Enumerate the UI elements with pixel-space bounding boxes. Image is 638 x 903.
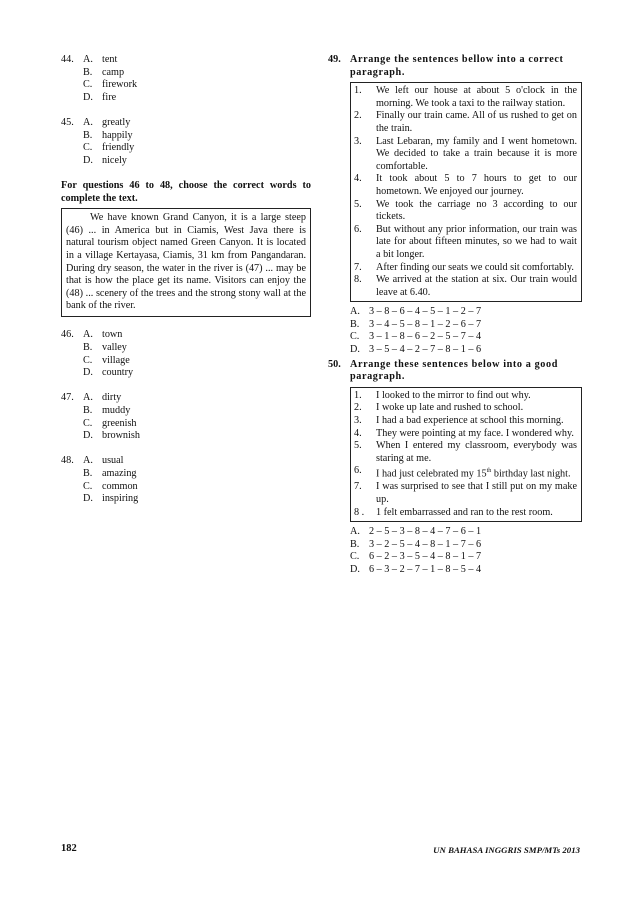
sentence-row: 4. They were pointing at my face. I wondered why. <box>354 427 574 439</box>
options <box>83 117 311 167</box>
option-c: C. village <box>83 354 130 366</box>
option-a: A. tent <box>83 54 118 65</box>
option-a: A. greatly <box>83 116 131 128</box>
sentence-row: 6. I had just celebrated my 15th birthday last night. <box>354 465 571 480</box>
reading-passage <box>61 208 311 317</box>
option-b: B. valley <box>83 342 127 354</box>
option-c: C. common <box>83 480 138 492</box>
sentence-box-49 <box>350 82 582 302</box>
option-d: D. nicely <box>83 154 127 166</box>
sentence-row: 3. I had a bad experience at school this morning. <box>354 415 564 427</box>
question-48 <box>61 455 311 505</box>
options <box>83 54 311 104</box>
instruction-46-48: For questions 46 to 48, choose the correct words to complete the text. <box>61 179 311 204</box>
page-number: 182 <box>61 843 77 854</box>
options <box>83 329 311 379</box>
sentence-row: 7. After finding our seats we could sit comfortably. <box>354 261 574 273</box>
option-d: D. 6 – 3 – 2 – 7 – 1 – 8 – 5 – 4 <box>350 563 482 575</box>
question-44 <box>61 54 311 104</box>
option-d: D. 3 – 5 – 4 – 2 – 7 – 8 – 1 – 6 <box>350 344 482 356</box>
question-number: 46. <box>61 329 74 341</box>
question-50 <box>328 359 582 384</box>
sentence-row: 8. We arrived at the station at six. Our train would leave at 6.40. <box>354 274 577 298</box>
question-49 <box>328 54 582 79</box>
option-d: D. inspiring <box>83 493 139 505</box>
option-b: B. 3 – 4 – 5 – 8 – 1 – 2 – 6 – 7 <box>350 318 482 330</box>
option-d: D. brownish <box>83 430 140 442</box>
question-number: 44. <box>61 54 74 65</box>
option-c: C. firework <box>83 79 138 91</box>
option-b: B. amazing <box>83 468 137 479</box>
option-a: A. usual <box>83 455 124 467</box>
question-47 <box>61 392 311 442</box>
sentence-row: 5. We took the carriage no 3 according to our tickets. <box>354 198 577 223</box>
option-a: A. town <box>83 329 123 341</box>
sentence-row: 2. Finally our train came. All of us rushed to get on the train. <box>354 110 577 134</box>
option-b: B. muddy <box>83 405 131 417</box>
question-text: Arrange these sentences below into a good paragraph. <box>350 358 558 383</box>
sentence-row: 2. I woke up late and rushed to school. <box>354 402 524 414</box>
right-column <box>328 54 582 577</box>
option-a: A. 2 – 5 – 3 – 8 – 4 – 7 – 6 – 1 <box>350 526 482 538</box>
sentence-row: 3. Last Lebaran, my family and I went hometown. We decided to take a train because it is more comfortable. <box>354 135 577 172</box>
sentence-box-50 <box>350 387 582 522</box>
left-column <box>61 54 311 506</box>
option-b: B. camp <box>83 66 125 78</box>
option-c: C. greenish <box>83 417 137 429</box>
sentence-row: 5. When I entered my classroom, everybody was staring at me. <box>354 440 577 464</box>
sentence-row: 1. We left our house at about 5 o'clock in the morning. We took a taxi to the railway station. <box>354 85 577 109</box>
option-a: A. 3 – 8 – 6 – 4 – 5 – 1 – 2 – 7 <box>350 306 482 318</box>
sentence-row: 1. I looked to the mirror to find out why. <box>354 389 531 401</box>
question-46 <box>61 329 311 379</box>
sentence-row: 7. I was surprised to see that I still put on my make up. <box>354 481 577 505</box>
option-c: C. 3 – 1 – 8 – 6 – 2 – 5 – 7 – 4 <box>350 331 482 343</box>
sentence-row: 8 . 1 felt embarrassed and ran to the rest room. <box>354 506 553 518</box>
question-number: 47. <box>61 392 74 404</box>
footer-title: UN BAHASA INGGRIS SMP/MTs 2013 <box>433 845 580 855</box>
option-d: D. country <box>83 367 134 379</box>
question-text: Arrange the sentences bellow into a correct paragraph. <box>350 54 564 78</box>
question-45 <box>61 117 311 167</box>
options <box>83 455 311 505</box>
question-number: 48. <box>61 455 74 467</box>
sentence-row: 4. It took about 5 to 7 hours to get to our hometown. We enjoyed our journey. <box>354 173 577 197</box>
options-49 <box>350 306 582 356</box>
question-number: 45. <box>61 116 74 128</box>
question-number: 49. <box>328 54 341 65</box>
question-number: 50. <box>328 358 341 370</box>
passage-text: We have known Grand Canyon, it is a large steep (46) ... in America but in Ciamis, West Java there is natural tourism object named Green Canyon. It is located in a village Kertayasa, Ciamis, 31 km from Pangandaran. During dry season, the water in the river is (47) ... may be that is how the place get its name. Visitors can enjoy the (48) ... scenery of the trees and the strong stony wall at the bank of the river. <box>66 212 306 312</box>
options-50 <box>350 526 582 576</box>
option-d: D. fire <box>83 91 117 103</box>
option-b: B. happily <box>83 129 133 141</box>
sentence-row: 6. But without any prior information, our train was late for about fifteen minutes, so we had to wait a bit longer. <box>354 223 577 260</box>
option-c: C. 6 – 2 – 3 – 5 – 4 – 8 – 1 – 7 <box>350 551 482 563</box>
option-a: A. dirty <box>83 392 122 404</box>
option-c: C. friendly <box>83 142 135 154</box>
option-b: B. 3 – 2 – 5 – 4 – 8 – 1 – 7 – 6 <box>350 538 482 550</box>
options <box>83 392 311 442</box>
